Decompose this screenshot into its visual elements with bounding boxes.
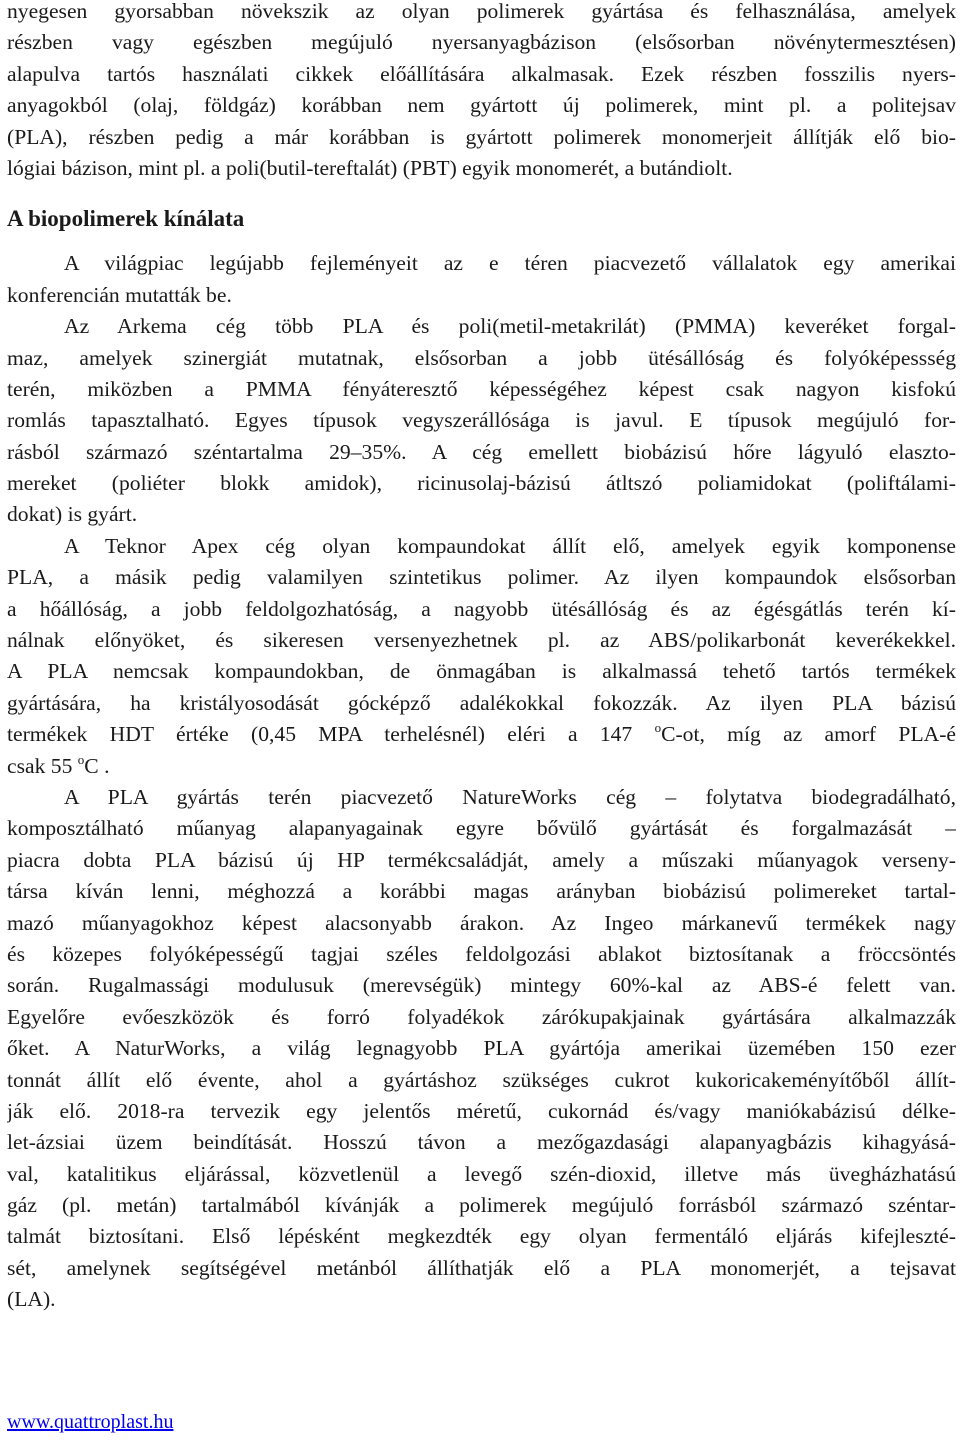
text-line: (PLA), részben pedig a már korábban is gyártott polimerek monomerjeit állítják elő bio-: [7, 124, 956, 149]
text-line-hdt: [7, 719, 956, 750]
paragraph-teknor: [7, 531, 956, 782]
text-line: terén, miközben a PMMA fényáteresztő képességéhez képest csak nagyon kisfokú: [7, 376, 956, 401]
text-line: A PLA nemcsak kompaundokban, de önmagában is alkalmassá tehető tartós termékek: [7, 659, 956, 684]
document-page: [7, 0, 956, 1316]
text-segment: csak 55: [7, 753, 78, 778]
paragraph-arkema: [7, 311, 956, 531]
text-line: A világpiac legújabb fejleményeit az e téren piacvezető vállalatok egy amerikai: [64, 251, 956, 276]
paragraph-intro: [7, 0, 956, 184]
text-line: lógiai bázison, mint pl. a poli(butil-tereftalát) (PBT) egyik monomerét, a butándiolt.: [7, 155, 733, 180]
text-line: A PLA gyártás terén piacvezető NatureWorks cég – folytatva biodegradálható,: [64, 784, 956, 809]
text-line: és közepes folyóképességű tagjai széles feldolgozási ablakot biztosítanak a fröccsöntés: [7, 941, 956, 966]
text-line: anyagokból (olaj, földgáz) korábban nem gyártott új polimerek, mint pl. a politejsav: [7, 93, 956, 118]
text-line: nálnak előnyöket, és sikeresen versenyezhetnek pl. az ABS/polikarbonát keverékekkel.: [7, 628, 956, 653]
text-line: nyegesen gyorsabban növekszik az olyan polimerek gyártása és felhasználása, amelyek: [7, 0, 956, 23]
text-line: gyártására, ha kristályosodását gócképző adalékokkal fokozzák. Az ilyen PLA bázisú: [7, 690, 956, 715]
text-line: maz, amelyek szinergiát mutatnak, elsősorban a jobb ütésállóság és folyóképessség: [7, 345, 956, 370]
text-line: alapulva tartós használati cikkek előállítására alkalmasak. Ezek részben fosszilis nyers-: [7, 61, 956, 86]
text-line: A Teknor Apex cég olyan kompaundokat állít elő, amelyek egyik komponense: [64, 533, 956, 558]
text-line: let-ázsiai üzem beindítását. Hosszú távon a mezőgazdasági alapanyagbázis kihagyásá-: [7, 1130, 956, 1155]
text-segment: termékek HDT értéke (0,45 MPA terhelésnél) eléri a 147: [7, 722, 655, 747]
text-line-amorph: [7, 751, 956, 782]
degree-superscript: o: [654, 720, 662, 736]
text-line: ják elő. 2018-ra tervezik egy jelentős méretű, cukornád és/vagy maniókabázisú délke-: [7, 1098, 956, 1123]
text-line: val, katalitikus eljárással, közvetlenül a levegő szén-dioxid, illetve más üvegházhatású: [7, 1161, 956, 1186]
text-line: mereket (poliéter blokk amidok), ricinusolaj-bázisú átltszó poliamidokat (poliftálami-: [7, 471, 956, 496]
text-line: rásból származó széntartalma 29–35%. A cég emellett biobázisú hőre lágyuló elaszto-: [7, 439, 956, 464]
text-line: gáz (pl. metán) tartalmából kívánják a polimerek megújuló forrásból származó széntar-: [7, 1193, 956, 1218]
section-heading: A biopolimerek kínálata: [7, 206, 245, 232]
text-line: mazó műanyagokhoz képest alacsonyabb árakon. Az Ingeo márkanevű termékek nagy: [7, 910, 956, 935]
text-line: társa kíván lenni, méghozzá a korábbi magas arányban biobázisú polimereket tartal-: [7, 879, 956, 904]
paragraph-natureworks: [7, 782, 956, 1316]
text-line: konferencián mutatták be.: [7, 282, 232, 307]
text-segment: C-ot, míg az amorf PLA-é: [661, 722, 956, 747]
text-line: talmát biztosítani. Első lépésként megkezdték egy olyan fermentáló eljárás kifejleszté-: [7, 1224, 956, 1249]
text-line: (LA).: [7, 1287, 56, 1312]
text-line: a hőállóság, a jobb feldolgozhatóság, a nagyobb ütésállóság és az égésgátlás terén kí-: [7, 596, 956, 621]
degree-superscript: o: [77, 751, 85, 767]
text-line: Egyelőre evőeszközök és forró folyadékok zárókupakjainak gyártására alkalmazzák: [7, 1004, 956, 1029]
text-segment: C .: [84, 753, 110, 778]
footer-website-link[interactable]: www.quattroplast.hu: [7, 1411, 174, 1433]
text-line: komposztálható műanyag alapanyagainak egyre bővülő gyártását és forgalmazását –: [7, 816, 956, 841]
text-line: során. Rugalmassági modulusuk (merevségük) mintegy 60%-kal az ABS-é felett van.: [7, 973, 956, 998]
text-line: PLA, a másik pedig valamilyen szintetikus polimer. Az ilyen kompaundok elsősorban: [7, 565, 956, 590]
text-line: sét, amelynek segítségével metánból állíthatják elő a PLA monomerjét, a tejsavat: [7, 1255, 956, 1280]
text-line: piacra dobta PLA bázisú új HP termékcsaládját, amely a műszaki műanyagok verseny-: [7, 847, 956, 872]
text-line: Az Arkema cég több PLA és poli(metil-metakrilát) (PMMA) keveréket forgal-: [64, 314, 956, 339]
text-line: romlás tapasztalható. Egyes típusok vegyszerállósága is javul. E típusok megújuló for-: [7, 408, 956, 433]
paragraph-conference: [7, 248, 956, 311]
text-line: részben vagy egészben megújuló nyersanyagbázison (elsősorban növénytermesztésen): [7, 30, 956, 55]
text-line: dokat) is gyárt.: [7, 502, 138, 527]
text-line: tonnát állít elő évente, ahol a gyártáshoz szükséges cukrot kukoricakeményítőből állít-: [7, 1067, 956, 1092]
text-line: őket. A NaturWorks, a világ legnagyobb PLA gyártója amerikai üzemében 150 ezer: [7, 1036, 956, 1061]
